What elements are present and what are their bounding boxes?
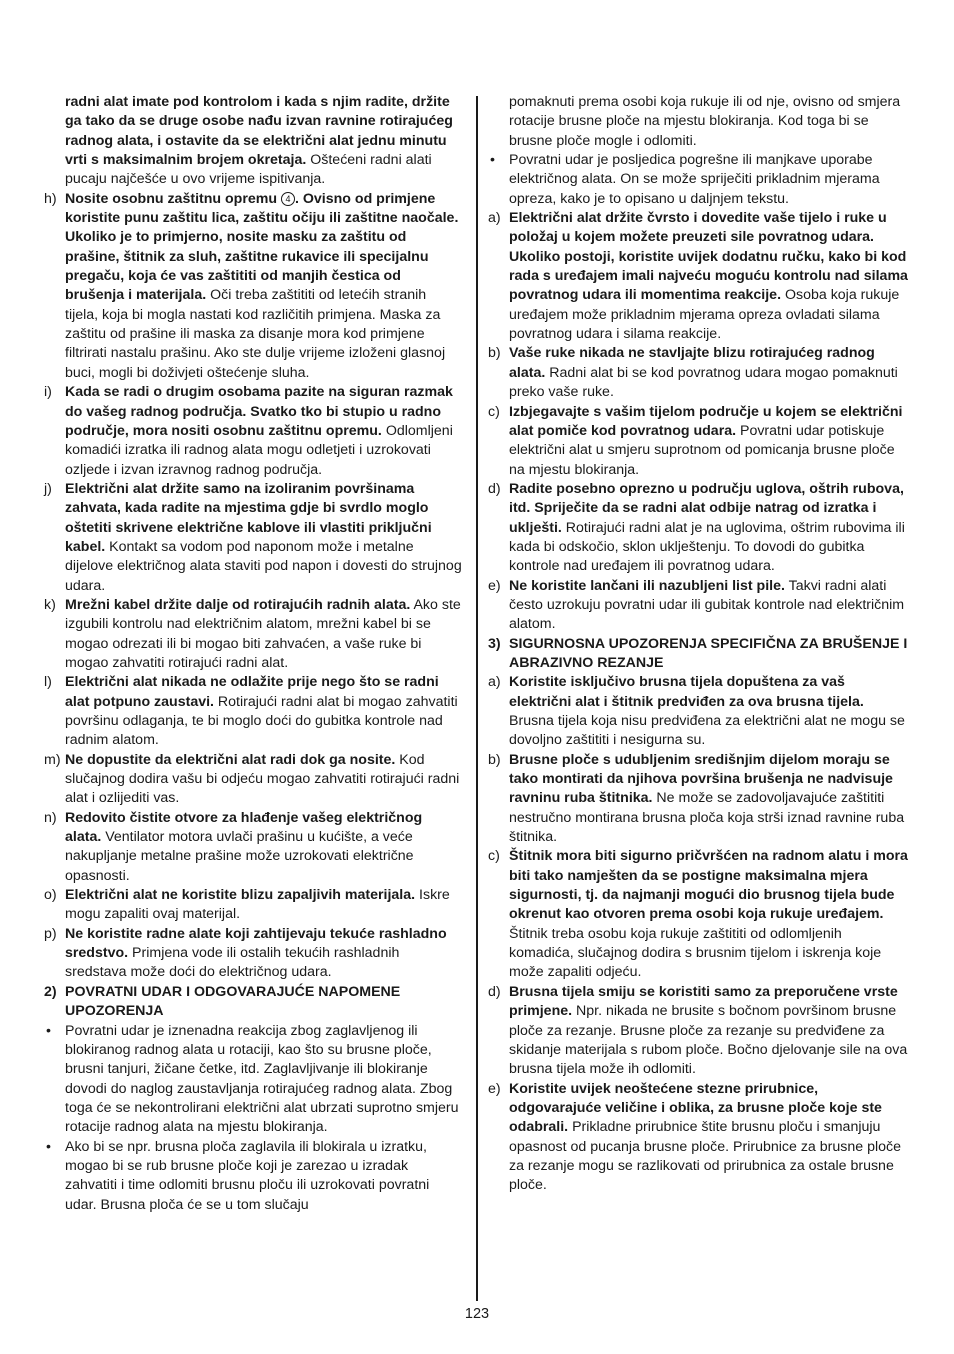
section-heading-3: 3) SIGURNOSNA UPOZORENJA SPECIFIČNA ZA BRUŠENJE I ABRAZIVNO REZANJE — [488, 635, 908, 671]
left-column — [44, 93, 462, 1215]
item-e-saw-blades: e) Ne koristite lančani ili nazubljeni list pile. Takvi radni alati često uzrokuju povratni udar ili gubitak kontrole nad električnim alatom. — [488, 577, 905, 633]
item-j-insulated-surfaces: j) Električni alat držite samo na izoliranim površinama zahvata, kada radite na mjestima gdje bi svrdlo moglo oštetiti skrivene električne kablove ili vlastiti priključni kabel. Kontakt sa vodom pod naponom može i metalne dijelove električnog alata staviti pod napon i dovesti do strujnog udara. — [44, 480, 462, 594]
bullet-item: • Povratni udar je posljedica pogrešne ili manjkave uporabe električnog alata. On se može spriječiti prikladnim mjerama opreza, kako je to opisano u daljnjem tekstu. — [490, 152, 880, 207]
item-d-corners-edges: d) Radite posebno oprezno u području uglova, oštrih rubova, itd. Spriječite da se radni alat odbije natrag od izratka i uklješti. Rotirajući radni alat je na uglovima, oštrim rubovima ili kada bi odskočio, sklon uklještenju. To dovodi do gubitka kontrole nad uređajem ili povratnog udara. — [488, 480, 905, 575]
bullet-item: • Povratni udar je iznenadna reakcija zbog zaglavljenog ili blokiranog radnog alata u rotaciji, kao što su brusne ploče, brusni tanjuri, žičane četke, itd. Zaglavljivanje ili blokiranje dovodi do naglog zaustavljanja rotirajućeg radnog alata. Zbog toga će se nekontrolirani električni alat ubrzati suprotno smjeru rotacije radnog alata na mjestu blokiranja. — [46, 1022, 459, 1136]
item-e-flanges: e) Koristite uvijek neoštećene stezne prirubnice, odgovarajuće veličine i oblika, za brusne ploče koje ste odabrali. Prikladne prirubnice štite brusnu ploču i smanjuju opasnost od pucanja brusne ploče. Prirubnice za brusne ploče za rezanje mogu se razlikovati od prirubnica za ostale brusne ploče. — [488, 1080, 901, 1194]
right-column — [488, 93, 910, 1196]
section-heading-2: 2) POVRATNI UDAR I ODGOVARAJUĆE NAPOMENE UPOZORENJA — [44, 983, 401, 1020]
item-b-hands-away: b) Vaše ruke nikada ne stavljajte blizu rotirajućeg radnog alata. Radni alat bi se kod povratnog udara mogao pomaknuti preko vaše ruke. — [488, 345, 898, 401]
item-n-cooling-vents: n) Redovito čistite otvore za hlađenje vašeg električnog alata. Ventilator motora uvlači prašinu u kućište, a veće nakupljanje metalne prašine može uzrokovati električne opasnosti. — [44, 809, 423, 884]
continued-paragraph: radni alat imate pod kontrolom i kada s njim radite, držite ga tako da se druge osobe nađu izvan ravnine rotirajućeg radnog alata, i ostavite da se električni alat jednu minutu vrti s maksimalnim brojem okretaja. Oštećeni radni alati pucaju najčešće u ovo vrijeme ispitivanja. — [65, 94, 453, 188]
item-m-carrying: m) Ne dopustite da električni alat radi dok ga nosite. Kod slučajnog dodira vašu bi odjeću mogao zahvatiti rotirajući radni alat i ozlijediti vas. — [44, 751, 460, 807]
item-p-coolants: p) Ne koristite radne alate koji zahtijevaju tekuće rashladno sredstvo. Primjena vode ili ostalih tekućih rashladnih sredstava može doći do električnog udara. — [44, 925, 447, 981]
item-d-recommended-use: d) Brusna tijela smiju se koristiti samo za preporučene vrste primjene. Npr. nikada ne brusite s bočnom površinom brusne ploče za rezanje. Brusne ploče za rezanje su predviđene za skidanje materijala s rubom ploče. Bočno djelovanje sile na ova brusna tijela može ih odlomiti. — [488, 983, 908, 1078]
column-divider — [476, 96, 478, 1301]
item-c-guard: c) Štitnik mora biti sigurno pričvršćen na radnom alatu i mora biti tako namješten da se postigne maksimalna mjera sigurnosti, tj. da najmanji mogući dio brusnog tijela bude okrenut kao otvoren prema osobi koja rukuje uređajem. Štitnik treba osobu koja rukuje zaštititi od odlomljenih komadića, slučajnog dodira s brusnim tijelom i iskrenja koje može zapaliti odjeću. — [488, 848, 908, 981]
item-o-flammable-materials: o) Električni alat ne koristite blizu zapaljivih materijala. Iskre mogu zapaliti ovaj materijal. — [44, 887, 450, 923]
item-b-depressed-center: b) Brusne ploče s udubljenim središnjim dijelom moraju se tako montirati da njihova površina brušenja ne nadvisuje ravninu ruba štitnika. Ne može se zadovoljavajuće zaštititi nestručno montirana brusna ploča koja strši iznad ravnine ruba štitnika. — [488, 751, 905, 846]
continued-paragraph: pomaknuti prema osobi koja rukuje ili od nje, ovisno od smjera rotacije brusne ploče na mjestu blokiranja. Kod toga bi se brusne ploče mogle i odlomiti. — [509, 94, 901, 149]
item-a-approved-wheels: a) Koristite isključivo brusna tijela dopuštena za vaš električni alat i štitnik predviđen za ova brusna tijela. Brusna tijela koja nisu predviđena za električni alat ne mogu se dovoljno zaštititi i nesigurna su. — [488, 674, 905, 749]
item-l-put-down: l) Električni alat nikada ne odlažite prije nego što se radni alat potpuno zaustavi. Rotirajući radni alat bi mogao zahvatiti površinu odlaganja, te bi moglo doći do gubitka kontrole nad radnim alatom. — [44, 674, 458, 749]
item-a-hold-firmly: a) Električni alat držite čvrsto i dovedite vaše tijelo i ruke u položaj u kojem možete preuzeti sile povratnog udara. Ukoliko postoji, koristite uvijek dodatnu ručku, kako bi kod rada s uređajem imali najveću moguću kontrolu nad silama povratnog udara ili momentima reakcije. Osoba koja rukuje uređajem može prikladnim mjerama opreza ovladati silama povratnog udara i silama reakcije. — [488, 210, 908, 343]
bullet-item: • Ako bi se npr. brusna ploča zaglavila ili blokirala u izratku, mogao bi se rub brusne ploče koji je zarezao u izradak zahvatiti i time odlomiti brusnu ploču ili uzrokovati povratni udar. Brusna ploča će se u tom slučaju — [46, 1138, 430, 1213]
reference-number-symbol: 4 — [281, 192, 295, 206]
item-c-body-position: c) Izbjegavajte s vašim tijelom područje u kojem se električni alat pomiče kod povratnog udara. Povratni udar potiskuje električni alat u smjeru suprotnom od pomicanja brusne ploče na mjestu blokiranja. — [488, 403, 903, 478]
item-i-safe-distance: i) Kada se radi o drugim osobama pazite na siguran razmak do vašeg radnog područja. Svatko tko bi stupio u radno područje, mora nositi osobnu zaštitnu opremu. Odlomljeni komadići izratka ili radnog alata mogu odletjeti i uzrokovati ozljede i izvan izravnog radnog područja. — [44, 384, 453, 478]
item-k-power-cord: k) Mrežni kabel držite dalje od rotirajućih radnih alata. Ako ste izgubili kontrolu nad električnim alatom, mrežni kabel bi se mogao odrezati ili bi mogao biti zahvaćen, a vaše ruke bi mogao zahvatiti rotirajući radni alat. — [44, 596, 461, 671]
item-h-protective-equipment: h) Nosite osobnu zaštitnu opremu 4 . Ovisno od primjene koristite punu zaštitu lica, zaštitu očiju ili zaštitne naočale. Ukoliko je to primjerno, nosite masku za zaštitu od prašine, štitnik za sluh, zaštitne rukavice ili specijalnu pregaču, koja će vas zaštititi od manjih čestica od brušenja i materijala. Oči treba zaštititi od letećih stranih tijela, koja bi mogla nastati kod različitih primjena. Maska za zaštitu od prašine ili maska za disanje mora kod primjene filtrirati nastalu prašinu. Ako ste dulje vrijeme izloženi glasnoj buci, mogli bi doživjeti oštećenje sluha. — [44, 190, 459, 381]
page-number: 123 — [464, 1306, 490, 1322]
